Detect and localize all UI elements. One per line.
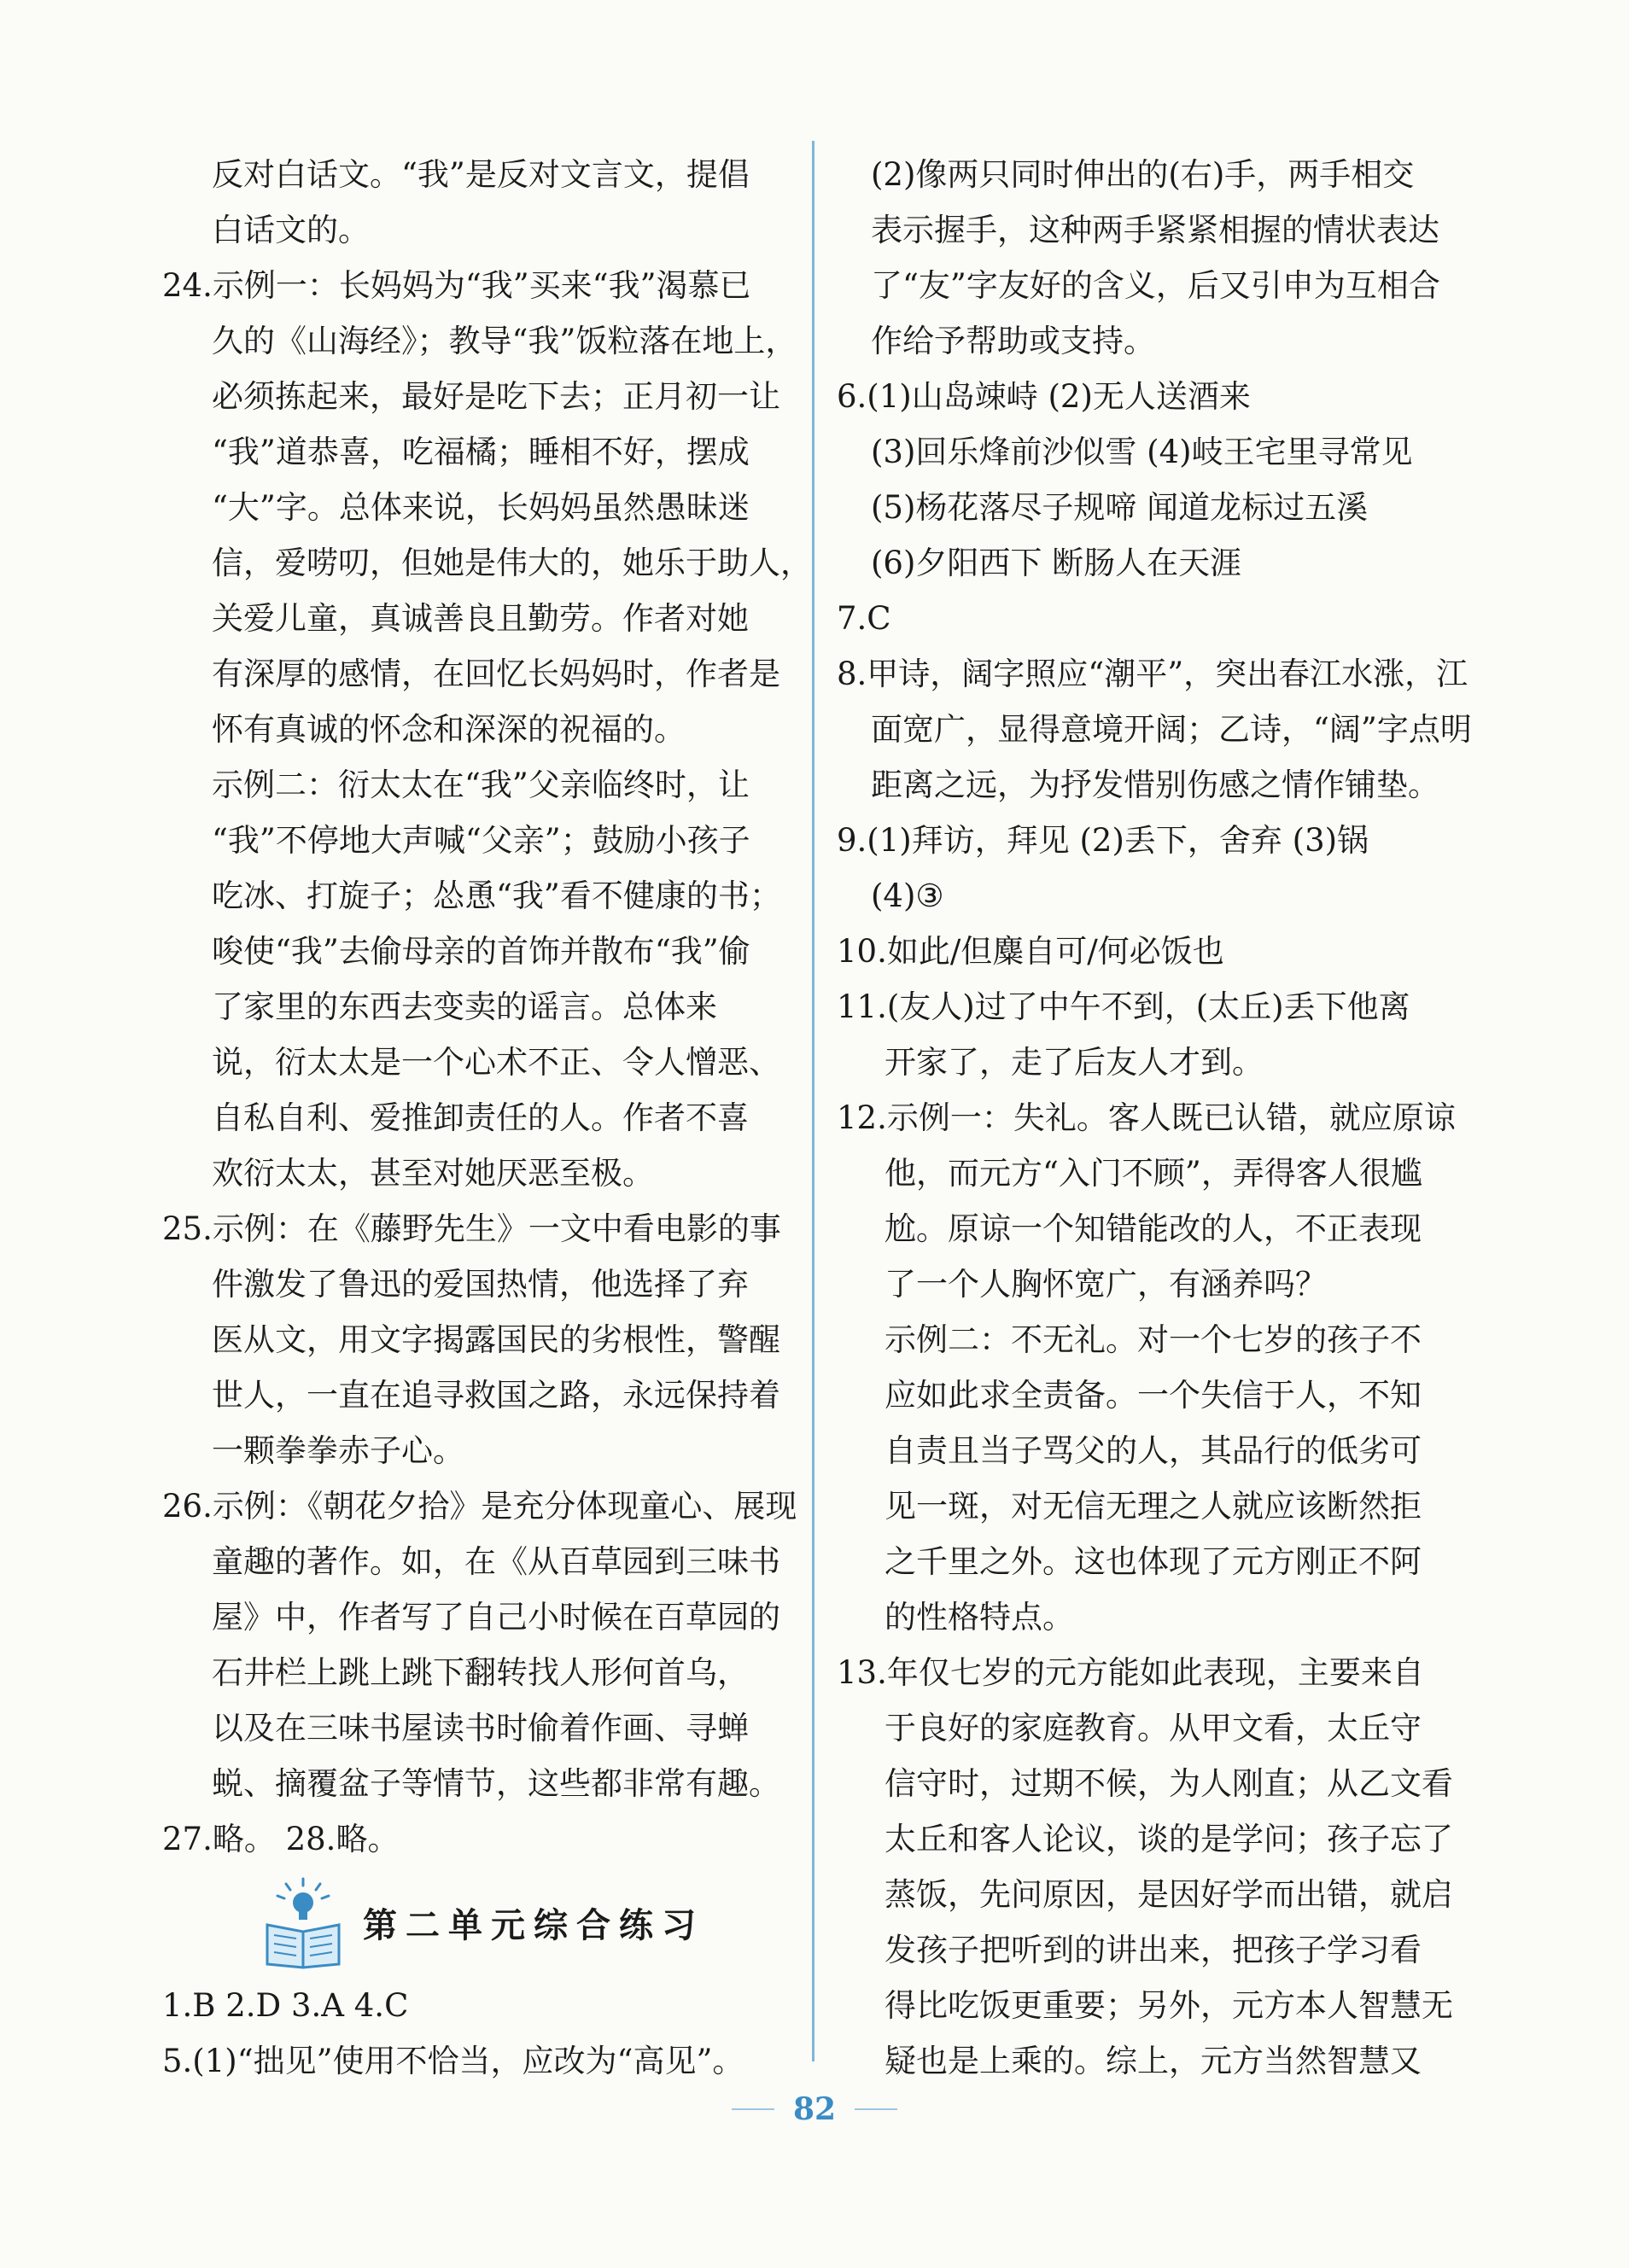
footer-rule-right — [855, 2108, 897, 2110]
text-line: 发孩子把听到的讲出来，把孩子学习看 — [885, 1932, 1422, 1968]
text-line: 太丘和客人论议，谈的是学问；孩子忘了 — [885, 1821, 1453, 1857]
answer-12: 12.示例一：失礼。客人既已认错，就应原谅 — [837, 1099, 1456, 1136]
text-line: 自私自利、爱推卸责任的人。作者不喜 — [212, 1099, 749, 1136]
text-line: 了“友”字友好的含义，后又引申为互相合 — [871, 267, 1440, 304]
text-line: 的性格特点。 — [885, 1599, 1074, 1635]
answer-24: 24.示例一：长妈妈为“我”买来“我”渴慕已 — [162, 267, 751, 304]
text-line: “我”不停地大声喊“父亲”；鼓励小孩子 — [212, 822, 750, 859]
right-column — [837, 147, 1472, 2089]
answer-10: 10.如此/但麋自可/何必饭也 — [837, 933, 1224, 970]
text-line: “我”道恭喜，吃福橘；睡相不好，摆成 — [212, 434, 750, 470]
text-line: 怀有真诚的怀念和深深的祝福的。 — [212, 711, 686, 748]
text-line: (6)夕阳西下 断肠人在天涯 — [871, 545, 1242, 581]
text-line: 信，爱唠叨，但她是伟大的，她乐于助人， — [212, 545, 812, 581]
left-column — [162, 147, 812, 2089]
text-line: 了一个人胸怀宽广，有涵养吗？ — [885, 1266, 1327, 1303]
answer-11: 11.(友人)过了中午不到，(太丘)丢下他离 — [837, 988, 1410, 1025]
section-heading — [162, 1867, 790, 1978]
text-line: 吃冰、打旋子；怂恿“我”看不健康的书； — [212, 877, 781, 914]
answer-27-28: 27.略。 28.略。 — [162, 1821, 400, 1857]
text-line: 作给予帮助或支持。 — [871, 323, 1155, 359]
text-line: 白话文的。 — [212, 212, 370, 248]
answer-9: 9.(1)拜访，拜见 (2)丢下，舍弃 (3)锅 — [837, 822, 1369, 859]
text-line: 关爱儿童，真诚善良且勤劳。作者对她 — [212, 600, 749, 637]
text-line: 之千里之外。这也体现了元方刚正不阿 — [885, 1543, 1422, 1580]
text-line: 尬。原谅一个知错能改的人，不正表现 — [885, 1210, 1422, 1247]
section-title: 第二单元综合练习 — [363, 1905, 704, 1945]
text-line: “大”字。总体来说，长妈妈虽然愚昧迷 — [212, 489, 750, 526]
answers-1-4: 1.B 2.D 3.A 4.C — [162, 1987, 409, 2024]
answer-13: 13.年仅七岁的元方能如此表现，主要来自 — [837, 1654, 1424, 1691]
text-line: 开家了，走了后友人才到。 — [885, 1044, 1264, 1081]
column-divider — [812, 141, 814, 2061]
text-line: 说，衍太太是一个心术不正、令人憎恶、 — [212, 1044, 780, 1081]
text-line: 见一斑，对无信无理之人就应该断然拒 — [885, 1488, 1422, 1525]
text-line: 蒸饭，先问原因，是因好学而出错，就启 — [885, 1876, 1453, 1913]
text-line: 示例二：衍太太在“我”父亲临终时，让 — [212, 767, 750, 803]
text-line: (2)像两只同时伸出的(右)手，两手相交 — [871, 156, 1415, 193]
text-line: 唆使“我”去偷母亲的首饰并散布“我”偷 — [212, 933, 750, 970]
text-line: 表示握手，这种两手紧紧相握的情状表达 — [871, 212, 1439, 248]
page-footer — [0, 2091, 1629, 2127]
page-number: 82 — [792, 2091, 837, 2127]
footer-rule-left — [732, 2108, 774, 2110]
text-line: (4)③ — [871, 877, 944, 914]
text-line: 信守时，过期不候，为人刚直；从乙文看 — [885, 1765, 1453, 1802]
text-line: 久的《山海经》；教导“我”饭粒落在地上， — [212, 323, 797, 359]
answer-8: 8.甲诗，阔字照应“潮平”，突出春江水涨，江 — [837, 656, 1468, 692]
text-line: 应如此求全责备。一个失信于人，不知 — [885, 1377, 1422, 1414]
text-line: 石井栏上跳上跳下翻转找人形何首乌， — [212, 1654, 749, 1691]
text-line: 童趣的著作。如，在《从百草园到三味书 — [212, 1543, 780, 1580]
text-line: 示例二：不无礼。对一个七岁的孩子不 — [885, 1321, 1422, 1358]
text-line: 反对白话文。“我”是反对文言文，提倡 — [212, 156, 750, 193]
answer-25: 25.示例：在《藤野先生》一文中看电影的事 — [162, 1210, 781, 1247]
text-line: 必须拣起来，最好是吃下去；正月初一让 — [212, 378, 780, 415]
text-line: 一颗拳拳赤子心。 — [212, 1432, 464, 1469]
text-line: 于良好的家庭教育。从甲文看，太丘守 — [885, 1710, 1422, 1746]
text-line: 他，而元方“入门不顾”，弄得客人很尴 — [885, 1155, 1422, 1192]
text-line: 疑也是上乘的。综上，元方当然智慧又 — [885, 2043, 1422, 2079]
text-line: (5)杨花落尽子规啼 闻道龙标过五溪 — [871, 489, 1369, 526]
text-line: 蜕、摘覆盆子等情节，这些都非常有趣。 — [212, 1765, 780, 1802]
answer-7: 7.C — [837, 600, 891, 637]
text-line: 得比吃饭更重要；另外，元方本人智慧无 — [885, 1987, 1453, 2024]
answer-5: 5.(1)“拙见”使用不恰当，应改为“高见”。 — [162, 2043, 744, 2079]
text-line: 自责且当子骂父的人，其品行的低劣可 — [885, 1432, 1422, 1469]
text-line: 欢衍太太，甚至对她厌恶至极。 — [212, 1155, 654, 1192]
text-line: 面宽广，显得意境开阔；乙诗，“阔”字点明 — [871, 711, 1472, 748]
text-line: 以及在三味书屋读书时偷着作画、寻蝉 — [212, 1710, 749, 1746]
answer-6: 6.(1)山岛竦峙 (2)无人送酒来 — [837, 378, 1251, 415]
text-line: (3)回乐烽前沙似雪 (4)岐王宅里寻常见 — [871, 434, 1413, 470]
text-line: 屋》中，作者写了自己小时候在百草园的 — [212, 1599, 780, 1635]
text-line: 距离之远，为抒发惜别伤感之情作铺垫。 — [871, 767, 1439, 803]
text-line: 了家里的东西去变卖的谣言。总体来 — [212, 988, 717, 1025]
text-line: 件激发了鲁迅的爱国热情，他选择了弃 — [212, 1266, 749, 1303]
text-line: 世人，一直在追寻救国之路，永远保持着 — [212, 1377, 780, 1414]
lightbulb-book-icon — [260, 1875, 346, 1969]
text-line: 医从文，用文字揭露国民的劣根性，警醒 — [212, 1321, 780, 1358]
answer-26: 26.示例：《朝花夕拾》是充分体现童心、展现 — [162, 1488, 797, 1525]
text-line: 有深厚的感情，在回忆长妈妈时，作者是 — [212, 656, 780, 692]
